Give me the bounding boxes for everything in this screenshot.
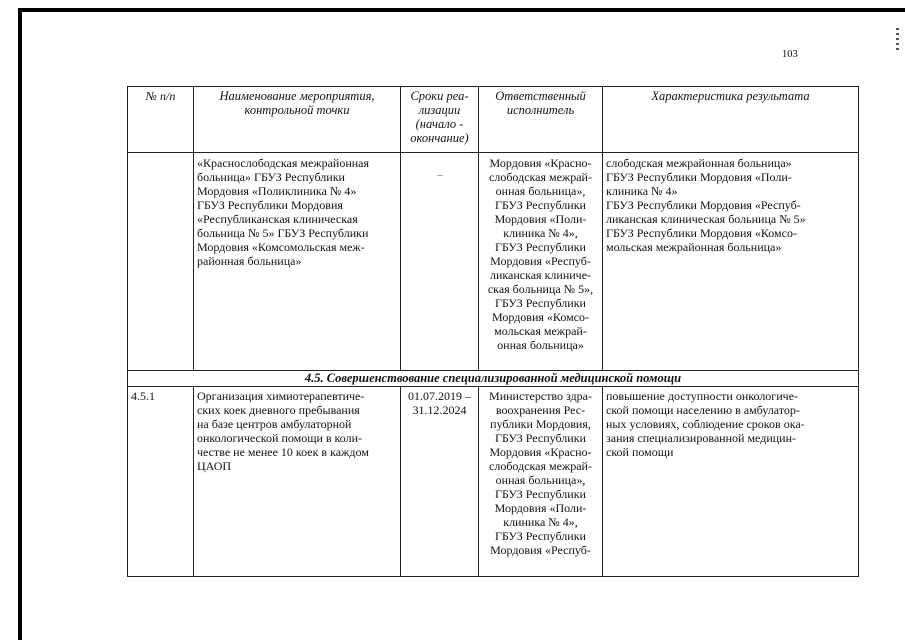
cell-measure-name: Организация химиотерапевтиче- ских коек дневного пребывания на базе центров амбулаторной онкологической помощи в коли- честве не менее 10 коек в каждом ЦАОП	[194, 387, 401, 577]
cell-responsible: Министерство здра- воохранения Рес- публики Мордовия, ГБУЗ Республики Мордовия «Красно- слободская межрай- онная больница», ГБУЗ Республики Мордовия «Поли- клиника № 4», ГБУЗ Республики Мордовия «Респуб-	[479, 387, 603, 577]
section-row	[128, 371, 859, 387]
header-deadlines: Сроки реа- лизации (начало - окончание)	[401, 87, 479, 153]
header-number: № п/п	[128, 87, 194, 153]
cell-responsible: Мордовия «Красно- слободская межрай- онная больница», ГБУЗ Республики Мордовия «Поли- клиника № 4», ГБУЗ Республики Мордовия «Респуб- ликанская клиниче- ская больница № 5», ГБУЗ Республики Мордовия «Комсо- мольская межрай- онная больница»	[479, 153, 603, 371]
page-number: 103	[782, 49, 798, 60]
header-measure-name: Наименование мероприятия, контрольной точки	[194, 87, 401, 153]
header-result: Характеристика результата	[603, 87, 859, 153]
cell-deadlines	[401, 153, 479, 371]
measures-table	[127, 86, 859, 577]
scan-border-top	[18, 8, 905, 12]
cell-measure-name: «Краснослободская межрайонная больница» ГБУЗ Республики Мордовия «Поликлиника № 4» ГБУЗ Республики Мордовия «Республиканская клиническая больница № 5» ГБУЗ Республики Мордовия «Комсомольская меж- районная больница»	[194, 153, 401, 371]
cell-result: слободская межрайонная больница» ГБУЗ Республики Мордовия «Поли- клиника № 4» ГБУЗ Республики Мордовия «Респуб- ликанская клиническая больница № 5» ГБУЗ Республики Мордовия «Комсо- мольская межрайонная больница»	[603, 153, 859, 371]
cell-deadlines: 01.07.2019 – 31.12.2024	[401, 387, 479, 577]
header-responsible: Ответственный исполнитель	[479, 87, 603, 153]
table-row	[128, 387, 859, 577]
table-header-row	[128, 87, 859, 153]
empty-cell-dash	[437, 175, 443, 176]
scan-border-left	[18, 8, 22, 640]
cell-result: повышение доступности онкологиче- ской помощи населению в амбулатор- ных условиях, соблюдение сроков ока- зания специализированной медицин- ской помощи	[603, 387, 859, 577]
cell-number	[128, 153, 194, 371]
section-title: 4.5. Совершенствование специализированной медицинской помощи	[304, 371, 682, 385]
section-title-cell	[128, 371, 859, 387]
table-row	[128, 153, 859, 371]
scan-margin-mark	[896, 28, 899, 50]
cell-number: 4.5.1	[128, 387, 194, 577]
